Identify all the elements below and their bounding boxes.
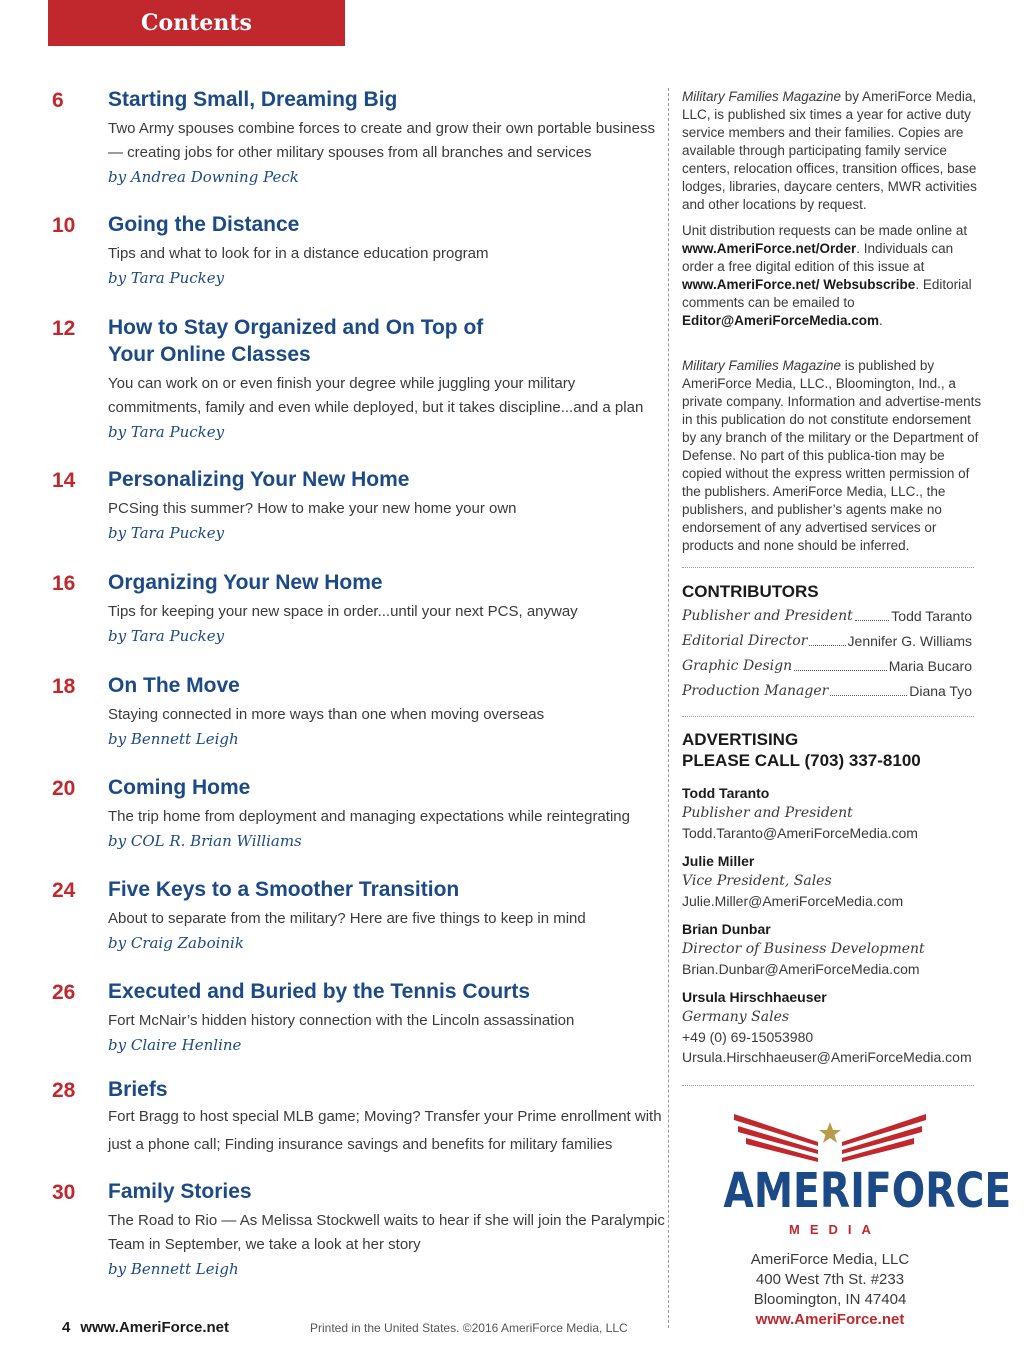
toc-description-line: Tips and what to look for in a distance education program	[108, 245, 489, 262]
contributors-heading: CONTRIBUTORS	[682, 582, 819, 601]
page-number: 4	[62, 1319, 71, 1336]
toc-byline: by Claire Henline	[108, 1036, 242, 1054]
toc-title-line: Family Stories	[108, 1180, 252, 1203]
toc-description	[108, 600, 668, 624]
toc-description	[108, 1209, 668, 1257]
contributor-row	[682, 632, 972, 650]
publication-intro	[682, 88, 982, 214]
toc-title-line: Your Online Classes	[108, 343, 311, 366]
contents-header-tab	[48, 0, 345, 46]
toc-description-line: You can work on or even finish your degree while juggling your military	[108, 375, 576, 392]
footer-site-link[interactable]: www.AmeriForce.net	[80, 1319, 229, 1336]
contributor-row	[682, 657, 972, 675]
toc-title[interactable]	[108, 774, 668, 801]
toc-byline: by Tara Puckey	[108, 423, 225, 441]
toc-description-line: Staying connected in more ways than one when moving overseas	[108, 706, 545, 723]
toc-byline: by Bennett Leigh	[108, 730, 239, 748]
toc-title-line: Organizing Your New Home	[108, 571, 383, 594]
toc-description-line: PCSing this summer? How to make your new home your own	[108, 500, 517, 517]
toc-byline: by Tara Puckey	[108, 627, 225, 645]
leader-dots	[794, 657, 887, 671]
rep-email-link[interactable]: Todd.Taranto@AmeriForceMedia.com	[682, 825, 918, 841]
printed-notice: Printed in the United States. ©2016 AmeriForce Media, LLC	[310, 1321, 628, 1335]
leader-dots	[855, 607, 890, 621]
contributor-role: Publisher and President	[682, 608, 853, 624]
rep-email-link[interactable]: Brian.Dunbar@AmeriForceMedia.com	[682, 961, 920, 977]
contributor-role: Editorial Director	[682, 633, 808, 649]
editor-email-link[interactable]: Editor@AmeriForceMedia.com	[682, 313, 879, 328]
distribution-text-2: . Individuals can order a free digital edition of this issue at	[682, 241, 954, 274]
rep-name: Ursula Hirschhaeuser	[682, 989, 827, 1005]
toc-description-line: Fort McNair’s hidden history connection with the Lincoln assassination	[108, 1012, 575, 1029]
toc-byline: by Tara Puckey	[108, 269, 225, 287]
toc-title[interactable]	[108, 672, 668, 699]
rep-title: Vice President, Sales	[682, 873, 832, 889]
logo-subtitle: MEDIA	[789, 1222, 881, 1237]
rep-phone: +49 (0) 69-15053980	[682, 1029, 814, 1045]
toc-description	[108, 117, 668, 165]
sidebar-divider	[682, 567, 974, 568]
toc-description-line: Two Army spouses combine forces to create and grow their own portable business	[108, 120, 655, 137]
company-street: 400 West 7th St. #233	[755, 1271, 905, 1288]
toc-page-number: 20	[52, 777, 76, 800]
toc-title-line: Executed and Buried by the Tennis Courts	[108, 980, 531, 1003]
toc-description-line: Team in September, we take a look at her story	[108, 1236, 421, 1253]
sales-rep	[682, 987, 982, 1067]
toc-description	[108, 1103, 668, 1159]
toc-page-number: 30	[52, 1181, 76, 1204]
rep-name: Todd Taranto	[682, 785, 770, 801]
rep-title: Publisher and President	[682, 805, 853, 821]
toc-description-line: — creating jobs for other military spouses from all branches and services	[108, 144, 592, 161]
advertising-phone: PLEASE CALL (703) 337-8100	[682, 751, 921, 770]
contributor-name: Diana Tyo	[909, 683, 972, 699]
legal-text: is published by AmeriForce Media, LLC., Bloomington, Ind., a private company. Information and advertise-ments in this publication do not constitute endorsement by any branch of the military or the Department of Defense. No part of this publica-tion may be copied without the express written permission of the publishers. AmeriForce Media, LLC., the publishers, and publisher’s agents make no endorsement of any advertised services or products and none should be inferred.	[682, 358, 982, 553]
toc-title[interactable]	[108, 211, 668, 238]
advertising-heading: ADVERTISING	[682, 730, 799, 749]
company-city: Bloomington, IN 47404	[753, 1291, 907, 1308]
rep-name: Brian Dunbar	[682, 921, 771, 937]
footer-folio	[62, 1319, 229, 1336]
toc-description	[108, 805, 668, 829]
toc-page-number: 28	[52, 1079, 76, 1102]
toc-description	[108, 497, 668, 521]
toc-byline: by Bennett Leigh	[108, 1260, 239, 1278]
toc-description	[108, 372, 668, 420]
toc-page-number: 10	[52, 214, 76, 237]
toc-title-line: How to Stay Organized and On Top of	[108, 316, 484, 339]
toc-description	[108, 1009, 668, 1033]
toc-description-line: just a phone call; Finding insurance savings and benefits for military families	[108, 1136, 613, 1153]
rep-email-link[interactable]: Ursula.Hirschhaeuser@AmeriForceMedia.com	[682, 1049, 972, 1065]
contributor-row	[682, 682, 972, 700]
distribution-text-1: Unit distribution requests can be made online at	[682, 223, 968, 238]
sales-rep	[682, 783, 982, 843]
column-divider	[668, 88, 669, 1328]
company-address	[700, 1250, 960, 1330]
toc-description-line: Tips for keeping your new space in order...until your next PCS, anyway	[108, 603, 578, 620]
star-icon	[819, 1122, 841, 1143]
magazine-name-legal: Military Families Magazine	[682, 358, 842, 373]
contributor-row	[682, 607, 972, 625]
toc-page-number: 24	[52, 879, 76, 902]
sidebar-divider	[682, 1085, 974, 1086]
toc-title-line: Personalizing Your New Home	[108, 468, 410, 491]
sidebar-divider	[682, 716, 974, 717]
toc-title-line: Going the Distance	[108, 213, 300, 236]
ameriforce-logo	[700, 1108, 1012, 1237]
toc-title-line: Coming Home	[108, 776, 251, 799]
toc-page-number: 26	[52, 981, 76, 1004]
toc-title[interactable]	[108, 1178, 668, 1205]
contributor-name: Todd Taranto	[891, 608, 972, 624]
contributor-role: Production Manager	[682, 683, 829, 699]
legal-notice	[682, 357, 982, 555]
company-name: AmeriForce Media, LLC	[750, 1251, 910, 1268]
rep-title: Director of Business Development	[682, 941, 925, 957]
toc-byline: by Craig Zaboinik	[108, 934, 244, 952]
toc-title-line: Starting Small, Dreaming Big	[108, 88, 398, 111]
logo-stripes-icon	[730, 1108, 930, 1166]
rep-email-link[interactable]: Julie.Miller@AmeriForceMedia.com	[682, 893, 904, 909]
order-link[interactable]: www.AmeriForce.net/Order	[682, 241, 857, 256]
toc-description	[108, 242, 668, 266]
toc-description-line: About to separate from the military? Here are five things to keep in mind	[108, 910, 586, 927]
distribution-text-3: . Editorial comments can be emailed to	[682, 277, 972, 310]
toc-title-line: On The Move	[108, 674, 240, 697]
toc-description-line: The trip home from deployment and managing expectations while reintegrating	[108, 808, 630, 825]
sales-rep	[682, 919, 982, 979]
toc-title[interactable]	[108, 466, 668, 493]
toc-description	[108, 703, 668, 727]
toc-title[interactable]	[108, 569, 668, 596]
websubscribe-link[interactable]: www.AmeriForce.net/ Websubscribe	[682, 277, 916, 292]
toc-title-line: Briefs	[108, 1078, 168, 1101]
toc-byline: by COL R. Brian Williams	[108, 832, 302, 850]
leader-dots	[809, 632, 845, 646]
logo-wordmark: AMERIFORCE	[723, 1163, 1012, 1219]
toc-page-number: 12	[52, 317, 76, 340]
toc-page-number: 18	[52, 675, 76, 698]
toc-title[interactable]	[108, 86, 668, 113]
toc-page-number: 14	[52, 469, 76, 492]
contributor-name: Maria Bucaro	[888, 658, 972, 674]
toc-title-line: Five Keys to a Smoother Transition	[108, 878, 460, 901]
toc-title[interactable]	[108, 876, 668, 903]
toc-byline: by Andrea Downing Peck	[108, 168, 299, 186]
toc-byline: by Tara Puckey	[108, 524, 225, 542]
leader-dots	[830, 682, 907, 696]
toc-description-line: Fort Bragg to host special MLB game; Moving? Transfer your Prime enrollment with	[108, 1108, 662, 1125]
sales-rep	[682, 851, 982, 911]
rep-name: Julie Miller	[682, 853, 755, 869]
toc-description-line: commitments, family and even while deployed, but it takes discipline...and a plan	[108, 399, 644, 416]
contributor-name: Jennifer G. Williams	[847, 633, 972, 649]
toc-description-line: The Road to Rio — As Melissa Stockwell waits to hear if she will join the Paralympic	[108, 1212, 665, 1229]
magazine-name: Military Families Magazine	[682, 89, 842, 104]
intro-text: by AmeriForce Media, LLC, is published six times a year for active duty service members and their families. Copies are available through participating family service centers, relocation offices, transition offices, base lodges, libraries, daycare centers, MWR activities and other locations by request.	[682, 89, 977, 212]
rep-title: Germany Sales	[682, 1009, 790, 1025]
toc-page-number: 6	[52, 89, 64, 112]
toc-title[interactable]	[108, 978, 668, 1005]
distribution-text-4: .	[878, 313, 883, 328]
company-website-link[interactable]: www.AmeriForce.net	[755, 1311, 905, 1328]
distribution-info	[682, 222, 982, 330]
toc-description	[108, 907, 668, 931]
toc-title[interactable]	[108, 1076, 668, 1103]
toc-title[interactable]	[108, 314, 668, 368]
contributor-role: Graphic Design	[682, 658, 793, 674]
contents-label: Contents	[141, 10, 252, 36]
toc-page-number: 16	[52, 572, 76, 595]
